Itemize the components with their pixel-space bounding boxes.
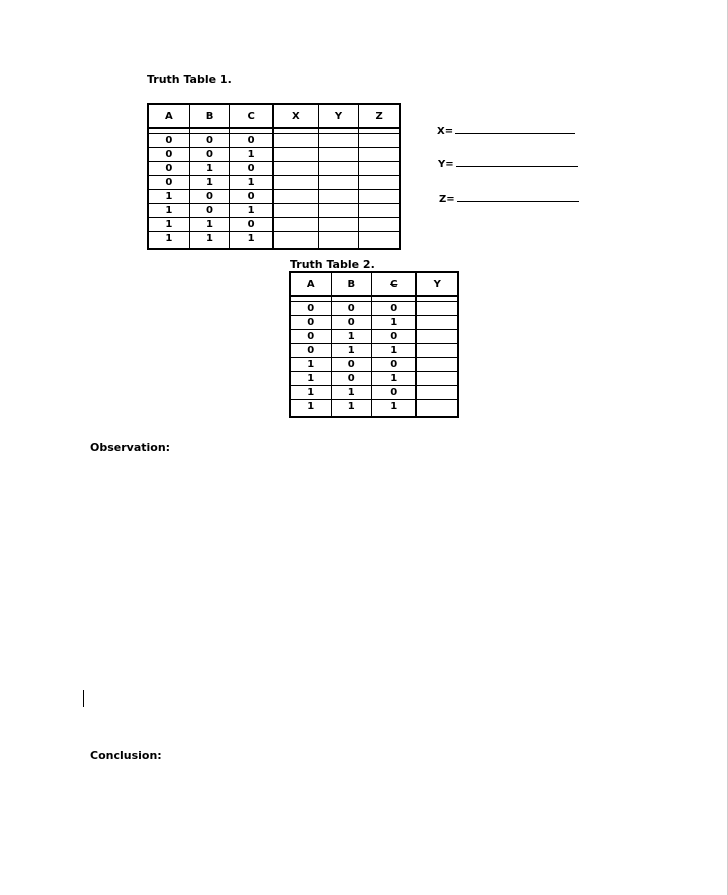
- table-cell: 0: [230, 134, 273, 148]
- table-cell: 0: [148, 176, 189, 190]
- table-cell: 1: [189, 176, 230, 190]
- table-cell: [318, 162, 359, 176]
- table-cell: 1: [290, 372, 331, 386]
- table-cell: 0: [189, 134, 230, 148]
- table-cell: 1: [230, 232, 273, 250]
- t2-header-y: Y: [416, 272, 458, 296]
- table-row: [148, 232, 400, 250]
- t2-header-a: A: [290, 272, 331, 296]
- table1-caption: Truth Table 1.: [147, 73, 232, 86]
- table-row: [148, 134, 400, 148]
- table-cell: 1: [372, 344, 417, 358]
- z-label: Z=: [439, 194, 455, 205]
- x-label: X=: [437, 126, 454, 137]
- table-cell: [416, 386, 458, 400]
- table-cell: 1: [372, 372, 417, 386]
- truth-table-1: [147, 103, 401, 250]
- table-cell: 1: [331, 330, 372, 344]
- table-cell: [318, 218, 359, 232]
- table-row: [290, 400, 458, 418]
- t1-header-y: Y: [318, 104, 359, 128]
- table-cell: [318, 148, 359, 162]
- table-cell: 1: [148, 204, 189, 218]
- table-cell: 0: [290, 330, 331, 344]
- table-cell: 0: [372, 358, 417, 372]
- table-cell: [359, 176, 400, 190]
- table-row: [290, 386, 458, 400]
- table-cell: [359, 218, 400, 232]
- table2-caption: Truth Table 2.: [290, 258, 375, 271]
- table-cell: [273, 190, 318, 204]
- table-cell: [273, 204, 318, 218]
- table-cell: [318, 232, 359, 250]
- table-cell: 0: [372, 386, 417, 400]
- t1-header-c: C: [230, 104, 273, 128]
- x-answer-line[interactable]: [455, 123, 575, 134]
- table-cell[interactable]: [359, 134, 400, 148]
- y-answer-line[interactable]: [456, 156, 578, 167]
- table-row: [290, 330, 458, 344]
- table-cell: 0: [290, 344, 331, 358]
- table-row: [290, 302, 458, 316]
- table-cell: [273, 232, 318, 250]
- table-cell: 0: [189, 190, 230, 204]
- z-answer-line[interactable]: [457, 191, 579, 202]
- table-cell: 1: [290, 386, 331, 400]
- t1-header-z: Z: [359, 104, 400, 128]
- table-cell: 1: [372, 400, 417, 418]
- table-cell: [416, 330, 458, 344]
- table-cell[interactable]: [273, 134, 318, 148]
- table-cell: [359, 232, 400, 250]
- table-cell: [416, 302, 458, 316]
- table-cell: 0: [230, 190, 273, 204]
- table-cell: [273, 176, 318, 190]
- z-expression-field[interactable]: [439, 191, 579, 205]
- table-cell: 1: [148, 190, 189, 204]
- table-cell: [359, 204, 400, 218]
- table-cell: [416, 344, 458, 358]
- table-row: [290, 316, 458, 330]
- conclusion-heading: Conclusion:: [90, 749, 162, 762]
- table-cell: 0: [372, 330, 417, 344]
- table-cell: 0: [230, 162, 273, 176]
- table-cell: 1: [230, 148, 273, 162]
- table-cell: 0: [331, 302, 372, 316]
- table-cell: 0: [290, 302, 331, 316]
- table-cell: 1: [230, 176, 273, 190]
- table-cell: 0: [189, 204, 230, 218]
- table-cell: 1: [148, 232, 189, 250]
- table-cell: 0: [372, 302, 417, 316]
- table-cell: 1: [290, 400, 331, 418]
- table-cell: 0: [148, 148, 189, 162]
- table-cell: [273, 148, 318, 162]
- table-cell[interactable]: [318, 134, 359, 148]
- table-cell: [273, 218, 318, 232]
- table-cell: 1: [290, 358, 331, 372]
- table-cell: 1: [189, 232, 230, 250]
- table-cell: 1: [230, 204, 273, 218]
- t1-header-b: B: [189, 104, 230, 128]
- table-cell: 1: [189, 218, 230, 232]
- table-cell: 1: [372, 316, 417, 330]
- table-cell: [318, 176, 359, 190]
- table-row: [148, 204, 400, 218]
- t2-header-c: [372, 272, 417, 296]
- table-row: [290, 372, 458, 386]
- table-cell: 0: [331, 372, 372, 386]
- table-cell: 1: [331, 400, 372, 418]
- table-cell: 0: [189, 148, 230, 162]
- table-cell: 0: [148, 162, 189, 176]
- table-row: [148, 148, 400, 162]
- table-cell: [359, 162, 400, 176]
- truth-table-2: [289, 271, 459, 418]
- table-cell: [416, 358, 458, 372]
- t1-header-x: X: [273, 104, 318, 128]
- t1-header-a: A: [148, 104, 189, 128]
- table-cell: [416, 316, 458, 330]
- table-cell: 0: [148, 134, 189, 148]
- table-row: [148, 218, 400, 232]
- table-row: [148, 190, 400, 204]
- text-cursor: [83, 690, 84, 707]
- table-cell: [318, 190, 359, 204]
- observation-heading: Observation:: [90, 441, 171, 454]
- y-expression-field[interactable]: [438, 156, 578, 170]
- table-cell: [416, 400, 458, 418]
- table-cell: 1: [148, 218, 189, 232]
- y-label: Y=: [438, 159, 454, 170]
- table-cell: 0: [331, 358, 372, 372]
- table-cell: [416, 372, 458, 386]
- table-cell: 1: [331, 386, 372, 400]
- table-cell: [359, 190, 400, 204]
- table-row: [148, 162, 400, 176]
- table-cell: 0: [331, 316, 372, 330]
- table-cell: [318, 204, 359, 218]
- table-cell: 0: [290, 316, 331, 330]
- table-cell: 1: [189, 162, 230, 176]
- table-row: [290, 358, 458, 372]
- table-row: [290, 344, 458, 358]
- table-cell: [359, 148, 400, 162]
- t2-header-b: B: [331, 272, 372, 296]
- x-expression-field[interactable]: [437, 123, 575, 137]
- table-cell: 1: [331, 344, 372, 358]
- table-row: [148, 176, 400, 190]
- table-cell: 0: [230, 218, 273, 232]
- table-cell: [273, 162, 318, 176]
- t2-header-c-label: C: [390, 278, 398, 290]
